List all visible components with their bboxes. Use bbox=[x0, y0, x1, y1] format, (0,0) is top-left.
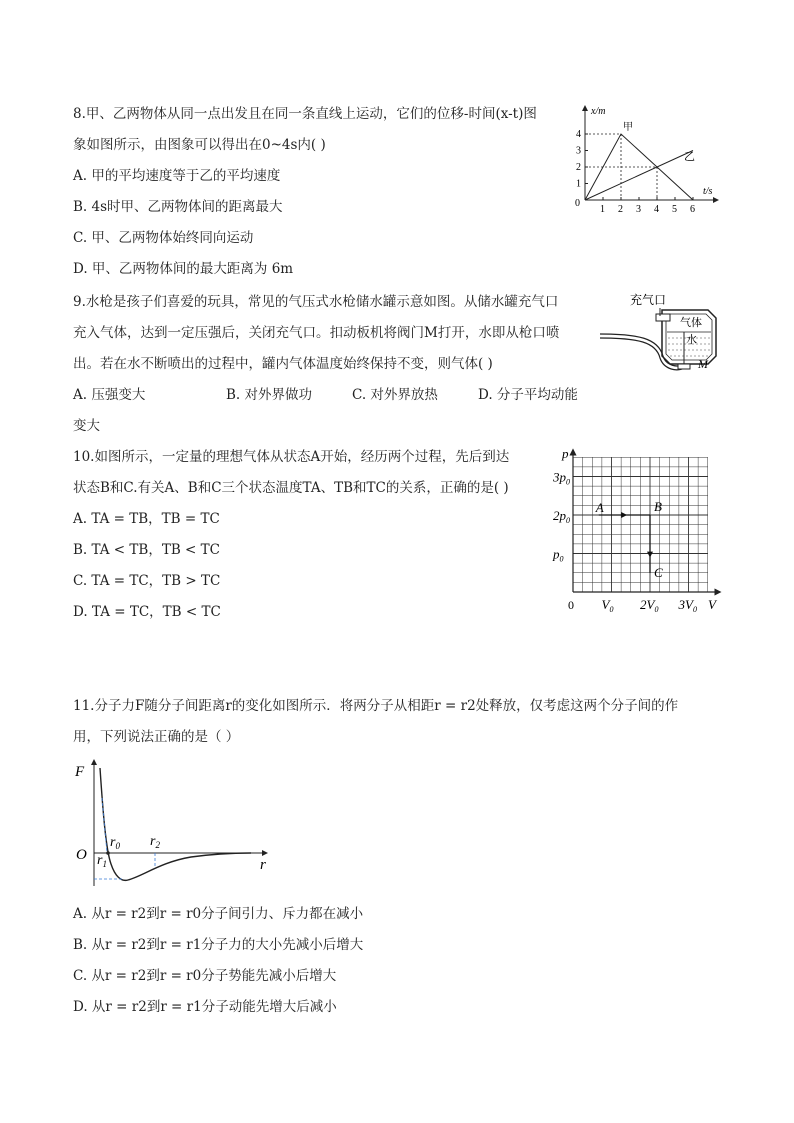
q8-xtick-label: 1 bbox=[600, 204, 605, 215]
q8-option-d[interactable]: D. 甲、乙两物体间的最大距离为 6m bbox=[73, 261, 294, 277]
q10-pv-graph bbox=[552, 446, 722, 616]
q10-option-c[interactable]: C. TA = TC，TB > TC bbox=[73, 573, 221, 589]
q11-option-a[interactable]: A. 从r = r2到r = r0分子间引力、斥力都在减小 bbox=[73, 906, 364, 922]
q11-label-r2: $r_2$ bbox=[150, 834, 160, 850]
q9-label-valve: M bbox=[698, 357, 708, 371]
q11-option-b[interactable]: B. 从r = r2到r = r1分子力的大小先减小后增大 bbox=[73, 937, 364, 953]
q10-xtick-label: $2V_0$ bbox=[640, 597, 659, 614]
q10-ytick-label: $3p_0$ bbox=[553, 469, 570, 487]
q11-option-d[interactable]: D. 从r = r2到r = r1分子动能先增大后减小 bbox=[73, 999, 337, 1015]
q11-force-curve bbox=[100, 768, 251, 880]
q8-xtick-label: 6 bbox=[690, 204, 695, 215]
q9-option-d-cont: 变大 bbox=[73, 418, 100, 434]
q10-ylabel: p bbox=[562, 446, 569, 461]
q9-label-inlet: 充气口 bbox=[630, 293, 667, 307]
q8-option-c[interactable]: C. 甲、乙两物体始终同向运动 bbox=[73, 230, 254, 246]
q10-state-label: A bbox=[595, 500, 604, 515]
q10-option-b[interactable]: B. TA < TB，TB < TC bbox=[73, 542, 220, 558]
q8-xtick-label: 3 bbox=[636, 204, 641, 215]
q9-stem-line3: 出。若在水不断喷出的过程中，罐内气体温度始终保持不变，则气体( ) bbox=[73, 356, 493, 372]
q9-stem-line2: 充入气体，达到一定压强后，关闭充气口。扣动板机将阀门M打开，水即从枪口喷 bbox=[73, 325, 560, 341]
q9-label-water: 水 bbox=[686, 334, 697, 346]
q10-stem-line2: 状态B和C.有关A、B和C三个状态温度TA、TB和TC的关系，正确的是( ) bbox=[73, 480, 509, 496]
q8-label-jia: 甲 bbox=[623, 122, 633, 133]
q10-option-d[interactable]: D. TA = TC，TB < TC bbox=[73, 604, 221, 620]
q10-arrow-ab bbox=[621, 512, 627, 518]
q9-option-a[interactable]: A. 压强变大 bbox=[73, 387, 146, 403]
q11-ylabel: F bbox=[75, 764, 85, 780]
q8-origin: 0 bbox=[575, 198, 580, 209]
q9-option-b[interactable]: B. 对外界做功 bbox=[226, 387, 313, 403]
q10-origin: 0 bbox=[568, 598, 574, 612]
q10-ytick-label: $p_0$ bbox=[553, 546, 564, 564]
q10-state-label: C bbox=[654, 564, 663, 580]
q10-xtick-label: $3V_0$ bbox=[678, 597, 697, 614]
q9-water-gun-figure bbox=[598, 288, 728, 378]
q8-ytick-label: 2 bbox=[576, 162, 581, 173]
q11-stem-line1: 11.分子力F随分子间距离r的变化如图所示．将两分子从相距r = r2处释放，仅考虑这两个分子间的作 bbox=[73, 698, 679, 714]
q8-xlabel: t/s bbox=[703, 186, 713, 197]
q8-option-b[interactable]: B. 4s时甲、乙两物体间的距离最大 bbox=[73, 199, 283, 215]
q8-stem-line1: 8.甲、乙两物体从同一点出发且在同一条直线上运动，它们的位移-时间(x-t)图 bbox=[73, 106, 537, 122]
q8-ytick-label: 3 bbox=[576, 145, 581, 157]
q8-ylabel: x/m bbox=[591, 106, 606, 117]
q11-option-c[interactable]: C. 从r = r2到r = r0分子势能先减小后增大 bbox=[73, 968, 337, 984]
q11-xlabel: r bbox=[260, 857, 266, 873]
q10-ytick-label: $2p_0$ bbox=[553, 508, 570, 525]
q9-option-d[interactable]: D. 分子平均动能 bbox=[478, 387, 578, 403]
q11-label-r1: $r_1$ bbox=[97, 853, 107, 869]
q8-xtick-label: 4 bbox=[654, 204, 659, 215]
q10-option-a[interactable]: A. TA = TB，TB = TC bbox=[73, 511, 220, 527]
q9-valve-m bbox=[678, 364, 690, 369]
q8-xt-graph bbox=[566, 100, 726, 220]
q9-inlet-valve bbox=[656, 314, 670, 321]
q11-force-graph bbox=[73, 758, 273, 888]
q10-stem-line1: 10.如图所示，一定量的理想气体从状态A开始，经历两个过程，先后到达 bbox=[73, 449, 510, 465]
q8-line-yi bbox=[585, 151, 693, 201]
q8-option-a[interactable]: A. 甲的平均速度等于乙的平均速度 bbox=[73, 168, 281, 184]
q11-origin: O bbox=[76, 847, 87, 863]
q10-xtick-label: $V_0$ bbox=[601, 597, 614, 614]
q10-xlabel: V bbox=[708, 597, 716, 612]
q11-stem-line2: 用，下列说法正确的是（ ） bbox=[73, 729, 240, 745]
q10-state-label: B bbox=[654, 499, 662, 514]
q8-xtick-label: 5 bbox=[672, 204, 677, 215]
q8-xtick-label: 2 bbox=[618, 204, 623, 215]
q10-arrow-bc bbox=[647, 552, 653, 558]
q8-ytick-label: 4 bbox=[576, 129, 581, 140]
q9-option-c[interactable]: C. 对外界放热 bbox=[352, 387, 438, 403]
q11-label-r0: $r_0$ bbox=[110, 835, 120, 851]
q9-label-gas: 气体 bbox=[680, 317, 702, 329]
q8-stem-line2: 象如图所示，由图象可以得出在0~4s内( ) bbox=[73, 137, 326, 153]
q8-label-yi: 乙 bbox=[684, 151, 695, 163]
q8-ytick-label: 1 bbox=[576, 178, 581, 190]
q9-stem-line1: 9.水枪是孩子们喜爱的玩具，常见的气压式水枪储水罐示意如图。从储水罐充气口 bbox=[73, 294, 559, 310]
